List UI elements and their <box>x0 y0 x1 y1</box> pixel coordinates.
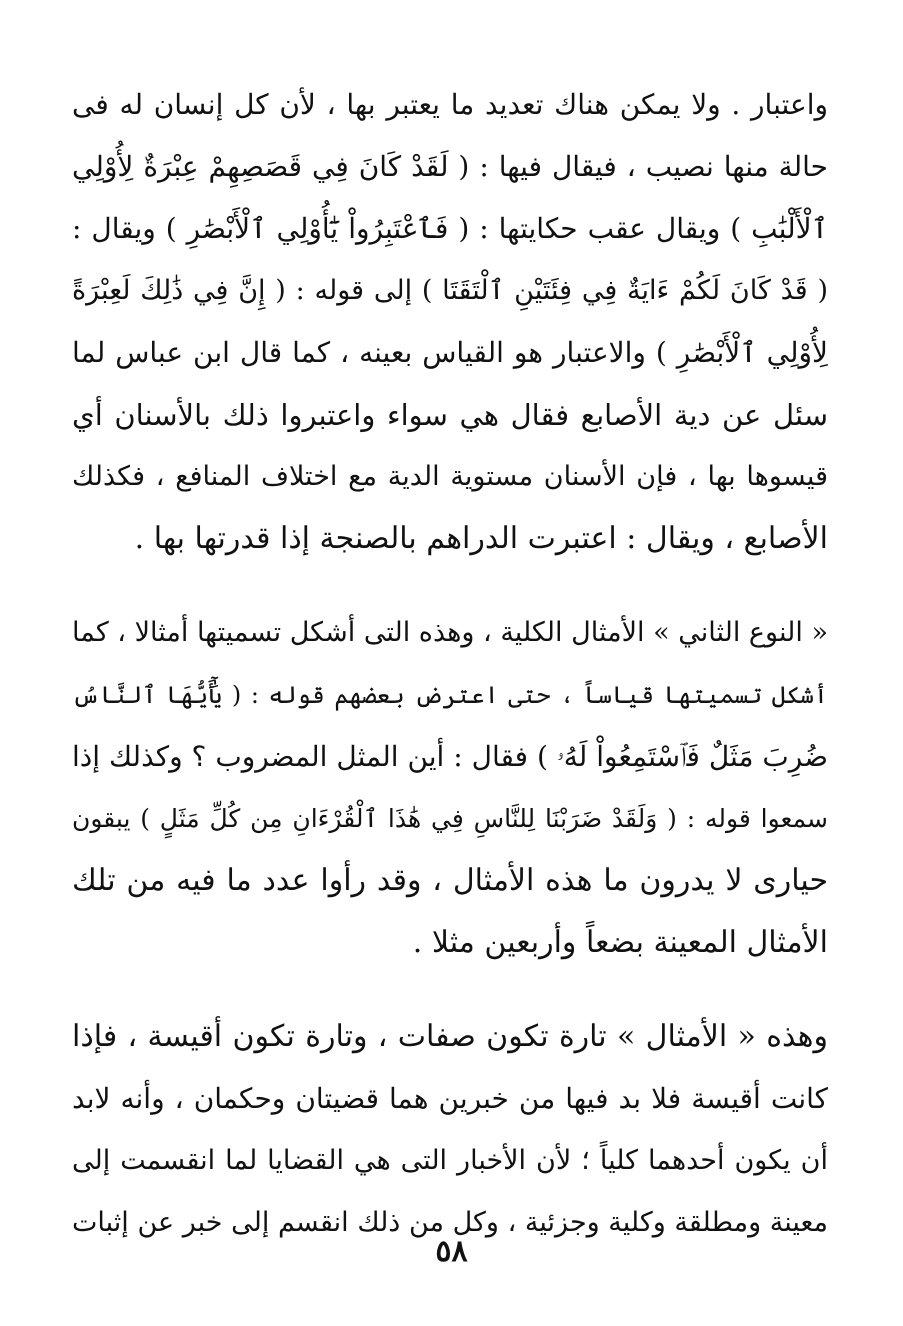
page-number: ٥٨ <box>435 1234 468 1269</box>
paragraph-3 <box>72 1006 828 1254</box>
text-line: أن يكون أحدهما كلياً ؛ لأن الأخبار التى هي القضايا لما انقسمت إلى <box>72 1145 828 1176</box>
text-line: كانت أقيسة فلا بد فيها من خبرين هما قضيتان وحكمان ، وأنه لابد <box>72 1082 828 1115</box>
text-line: سئل عن دية الأصابع فقال هي سواء واعتبروا ذلك بالأسنان أي <box>72 398 828 432</box>
text-line: الأصابع ، ويقال : اعتبرت الدراهم بالصنجة إذا قدرتها بها . <box>134 521 828 556</box>
text-line: « النوع الثاني » الأمثال الكلية ، وهذه التى أشكل تسميتها أمثالا ، كما <box>72 617 828 648</box>
text-line: ٱلْأَلْبَٰبِ ) ويقال عقب حكايتها : ( فَٱعْتَبِرُواْ يَٰٓأُوْلِي ٱلْأَبْصَٰرِ ) ويقال : <box>72 212 828 245</box>
text-line: حيارى لا يدرون ما هذه الأمثال ، وقد رأوا عدد ما فيه من تلك <box>72 863 828 898</box>
text-line: ( قَدْ كَانَ لَكُمْ ءَايَةٌ فِي فِئَتَيْنِ ٱلْتَقَتَا ) إلى قوله : ( إِنَّ فِي ذَٰلِكَ لَعِبْرَةً <box>72 275 828 306</box>
text-line: معينة ومطلقة وكلية وجزئية ، وكل من ذلك انقسم إلى خبر عن إثبات <box>72 1207 828 1238</box>
paragraph-1 <box>72 74 828 570</box>
paragraph-spacer <box>72 974 828 1006</box>
text-line: واعتبار . ولا يمكن هناك تعديد ما يعتبر بها ، لأن كل إنسان له فى <box>72 88 828 121</box>
text-line: ضُرِبَ مَثَلٌ فَٱسْتَمِعُواْ لَهُۥ ) فقال : أين المثل المضروب ؟ وكذلك إذا <box>72 740 828 773</box>
text-line: سمعوا قوله : ( وَلَقَدْ ضَرَبْنَا لِلنَّاسِ فِي هَٰذَا ٱلْقُرْءَانِ مِن كُلِّ مَثَلٍ ) يبقون <box>72 804 828 833</box>
text-line: الأمثال المعينة بضعاً وأربعين مثلا . <box>412 925 828 960</box>
text-line: أشكل تسميتها قياساً ، حتى اعترض بعضهم قوله : ( يَٰٓأَيُّهَا ٱلنَّاسُ <box>72 681 828 709</box>
text-line: حالة منها نصيب ، فيقال فيها : ( لَقَدْ كَانَ فِي قَصَصِهِمْ عِبْرَةٌ لِأُوْلِي <box>72 150 828 183</box>
paragraph-spacer <box>72 570 828 602</box>
text-line: قيسوها بها ، فإن الأسنان مستوية الدية مع اختلاف المنافع ، فكذلك <box>72 461 828 492</box>
text-line: وهذه « الأمثال » تارة تكون صفات ، وتارة تكون أقيسة ، فإذا <box>72 1019 828 1054</box>
text-line: لِأُوْلِي ٱلْأَبْصَٰرِ ) والاعتبار هو القياس بعينه ، كما قال ابن عباس لما <box>72 336 828 369</box>
page-body <box>72 74 828 1254</box>
paragraph-2 <box>72 602 828 974</box>
